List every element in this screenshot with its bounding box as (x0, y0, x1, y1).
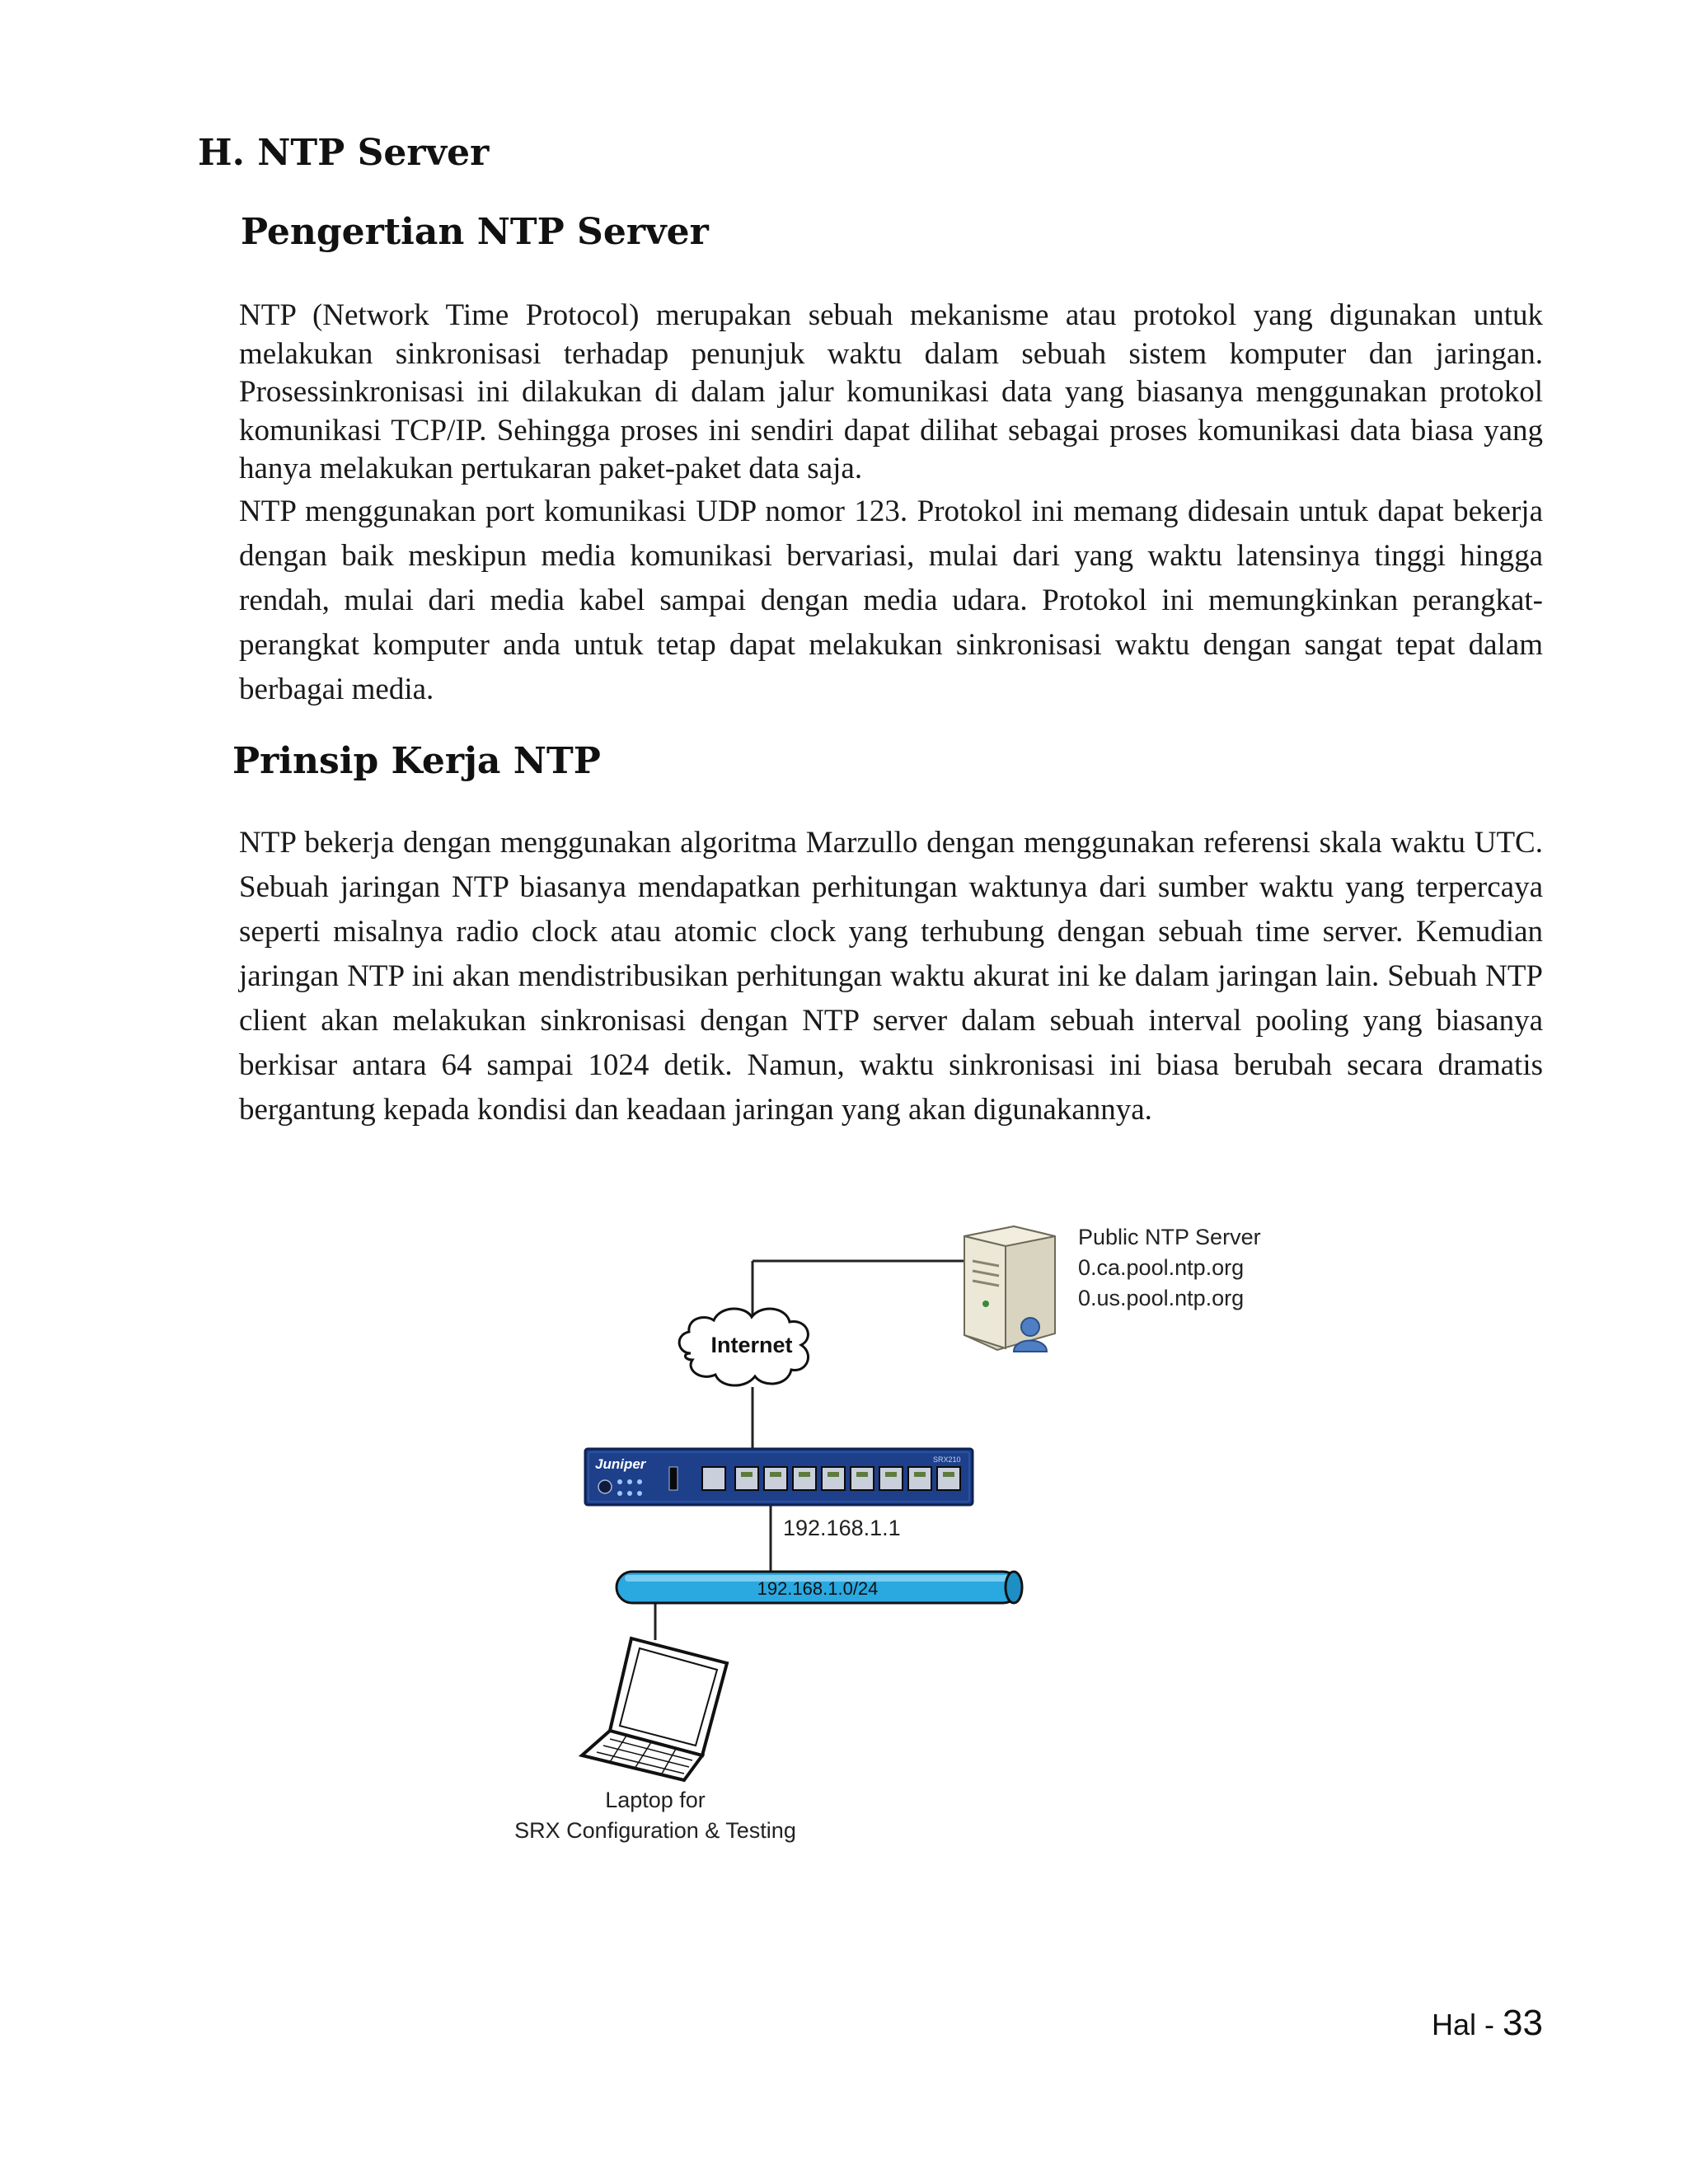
juniper-router (585, 1449, 973, 1505)
internet-label: Internet (710, 1333, 793, 1357)
laptop-label-2: SRX Configuration & Testing (514, 1818, 796, 1843)
page-label: Hal - (1432, 2008, 1503, 2041)
heading-pengertian: Pengertian NTP Server (241, 211, 709, 253)
router-model: SRX210 (933, 1455, 961, 1464)
heading-prinsip: Prinsip Kerja NTP (232, 740, 601, 782)
server-icon (964, 1226, 1055, 1352)
server-host-1: 0.ca.pool.ntp.org (1078, 1255, 1245, 1280)
server-host-2: 0.us.pool.ntp.org (1078, 1286, 1245, 1310)
section-title: H. NTP Server (198, 132, 490, 174)
pengertian-paragraph-2 (239, 490, 1543, 712)
page-footer (1432, 2003, 1543, 2044)
router-brand: Juniper (595, 1456, 646, 1472)
pengertian-text-1: NTP (Network Time Protocol) merupakan sebuah mekanisme atau protokol yang digunakan untuk melakukan sinkronisasi terhadap penunjuk waktu dalam sebuah sistem komputer dan jaringan. Prosessinkronisasi ini dilakukan di dalam jalur komunikasi data yang biasanya menggunakan protokol komunikasi TCP/IP. Sehingga proses ini sendiri dapat dilihat sebagai proses komunikasi data biasa yang hanya melakukan pertukaran paket-paket data saja. (239, 298, 1543, 485)
prinsip-text: NTP bekerja dengan menggunakan algoritma Marzullo dengan menggunakan referensi skala waktu UTC. Sebuah jaringan NTP biasanya mendapatkan perhitungan waktunya dari sumber waktu yang terpercaya seperti misalnya radio clock atau atomic clock yang terhubung dengan sebuah time server. Kemudian jaringan NTP ini akan mendistribusikan perhitungan waktu akurat ini ke dalam jaringan lain. Sebuah NTP client akan melakukan sinkronisasi dengan NTP server dalam sebuah interval pooling yang biasanya berkisar antara 64 sampai 1024 detik. Namun, waktu sinkronisasi ini biasa berubah secara dramatis bergantung kepada kondisi dan keadaan jaringan yang akan digunakannya. (239, 826, 1543, 1127)
network-diagram (486, 1212, 1343, 1846)
subnet-label: 192.168.1.0/24 (757, 1578, 879, 1599)
laptop-icon (582, 1638, 727, 1780)
prinsip-paragraph (239, 821, 1543, 1132)
usb-port-icon (669, 1467, 678, 1490)
power-button-icon (598, 1480, 612, 1493)
console-port-icon (702, 1467, 725, 1490)
router-ip-label: 192.168.1.1 (783, 1516, 901, 1540)
laptop-label-1: Laptop for (605, 1788, 706, 1812)
server-label: Public NTP Server (1078, 1225, 1261, 1249)
page-number: 33 (1503, 2003, 1543, 2043)
pengertian-paragraph-1 (239, 297, 1543, 489)
pengertian-text-2: NTP menggunakan port komunikasi UDP nomor 123. Protokol ini memang didesain untuk dapat bekerja dengan baik meskipun media komunikasi bervariasi, mulai dari yang waktu latensinya tinggi hingga rendah, mulai dari media kabel sampai dengan media udara. Protokol ini memungkinkan perangkat-perangkat komputer anda untuk tetap dapat melakukan sinkronisasi waktu dengan sangat tepat dalam berbagai media. (239, 494, 1543, 706)
